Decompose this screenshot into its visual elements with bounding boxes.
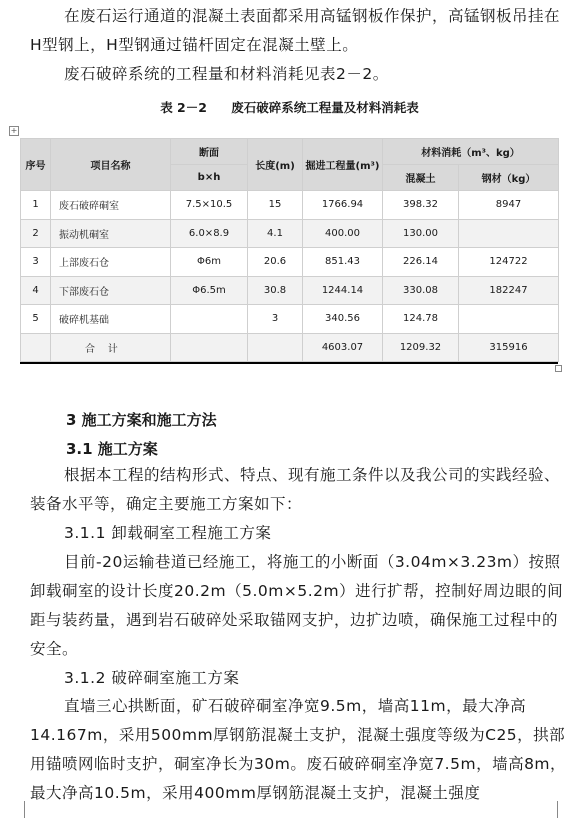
intro-paragraph-1: 在废石运行通道的混凝土表面都采用高锰钢板作保护，高锰钢板吊挂在H型钢上，H型钢通过锚杆固定在混凝土壁上。 <box>30 7 561 54</box>
cell-steel: 315916 <box>459 333 559 362</box>
cell-section: Φ6.5m <box>171 276 248 305</box>
cell-excavation: 400.00 <box>303 219 383 248</box>
header-no: 序号 <box>21 139 51 191</box>
header-name: 项目名称 <box>51 139 171 191</box>
cell-name: 上部废石仓 <box>51 248 171 277</box>
cell-no: 3 <box>21 248 51 277</box>
intro-paragraph-2: 废石破碎系统的工程量和材料消耗见表2－2。 <box>64 65 389 83</box>
engineering-table <box>20 138 558 363</box>
section-3-1-heading: 3.1 施工方案 <box>66 440 158 458</box>
cell-steel: 182247 <box>459 276 559 305</box>
cell-name: 破碎机基础 <box>51 305 171 334</box>
table-row <box>21 276 559 305</box>
cell-no: 4 <box>21 276 51 305</box>
cell-concrete: 130.00 <box>383 219 459 248</box>
cell-length <box>248 333 303 362</box>
cell-section: 7.5×10.5 <box>171 191 248 220</box>
table-row <box>21 219 559 248</box>
cell-length: 3 <box>248 305 303 334</box>
cell-concrete: 124.78 <box>383 305 459 334</box>
cell-name: 废石破碎硐室 <box>51 191 171 220</box>
cell-steel <box>459 305 559 334</box>
cell-length: 15 <box>248 191 303 220</box>
table-row <box>21 191 559 220</box>
cell-name: 合 计 <box>51 333 171 362</box>
header-length: 长度(m) <box>248 139 303 191</box>
header-concrete: 混凝土 <box>383 165 459 191</box>
section-3-1-2-paragraph: 直墙三心拱断面，矿石破碎硐室净宽9.5m，墙高11m，最大净高14.167m，采用500mm厚钢筋混凝土支护，混凝土强度等级为C25，拱部用锚喷网临时支护，硐室净长为30m。废石破碎硐室净宽7.5m，墙高8m，最大净高10.5m，采用400mm厚钢筋混凝土支护，混凝土强度 <box>30 697 567 802</box>
table-row <box>21 248 559 277</box>
section-3-heading: 3 施工方案和施工方法 <box>66 411 217 429</box>
section-3-1-1-heading: 3.1.1 卸载硐室工程施工方案 <box>64 524 272 542</box>
cell-excavation: 851.43 <box>303 248 383 277</box>
table-row <box>21 305 559 334</box>
cell-steel: 124722 <box>459 248 559 277</box>
header-section: 断面 <box>171 139 248 165</box>
table-caption-title: 废石破碎系统工程量及材料消耗表 <box>231 100 419 115</box>
cell-steel: 8947 <box>459 191 559 220</box>
cell-concrete: 226.14 <box>383 248 459 277</box>
cell-excavation: 1244.14 <box>303 276 383 305</box>
table-total-row <box>21 333 559 362</box>
page-corner-mark-right <box>549 801 558 818</box>
section-3-1-1-paragraph: 目前-20运输巷道已经施工，将施工的小断面（3.04m×3.23m）按照卸载硐室的设计长度20.2m（5.0m×5.2m）进行扩帮，控制好周边眼的间距与装药量，遇到岩石破碎处采取锚网支护，边扩边喷，确保施工过程中的安全。 <box>30 553 564 658</box>
cell-no <box>21 333 51 362</box>
cell-concrete: 398.32 <box>383 191 459 220</box>
header-excavation: 掘进工程量(m³) <box>303 139 383 191</box>
header-steel: 钢材（kg） <box>459 165 559 191</box>
cell-section: Φ6m <box>171 248 248 277</box>
cell-no: 5 <box>21 305 51 334</box>
cell-section: 6.0×8.9 <box>171 219 248 248</box>
table-bottom-rule <box>20 362 558 364</box>
cell-section <box>171 333 248 362</box>
cell-concrete: 330.08 <box>383 276 459 305</box>
cell-excavation: 4603.07 <box>303 333 383 362</box>
cell-excavation: 340.56 <box>303 305 383 334</box>
page-corner-mark-left <box>24 801 33 818</box>
cell-section <box>171 305 248 334</box>
section-3-1-paragraph: 根据本工程的结构形式、特点、现有施工条件以及我公司的实践经验、装备水平等，确定主要施工方案如下： <box>30 466 561 513</box>
section-3-1-2-heading: 3.1.2 破碎硐室施工方案 <box>64 669 240 687</box>
cell-no: 1 <box>21 191 51 220</box>
table-caption-number: 表 2－2 <box>160 100 207 115</box>
table-resize-handle-icon[interactable] <box>555 365 562 372</box>
cell-concrete: 1209.32 <box>383 333 459 362</box>
header-materials: 材料消耗（m³、kg） <box>383 139 559 165</box>
cell-name: 振动机硐室 <box>51 219 171 248</box>
header-section-sub: b×h <box>171 165 248 191</box>
cell-steel <box>459 219 559 248</box>
cell-length: 4.1 <box>248 219 303 248</box>
table-move-handle-icon[interactable]: + <box>10 126 18 135</box>
cell-length: 20.6 <box>248 248 303 277</box>
cell-excavation: 1766.94 <box>303 191 383 220</box>
cell-length: 30.8 <box>248 276 303 305</box>
table-caption <box>0 98 579 116</box>
cell-name: 下部废石仓 <box>51 276 171 305</box>
cell-no: 2 <box>21 219 51 248</box>
